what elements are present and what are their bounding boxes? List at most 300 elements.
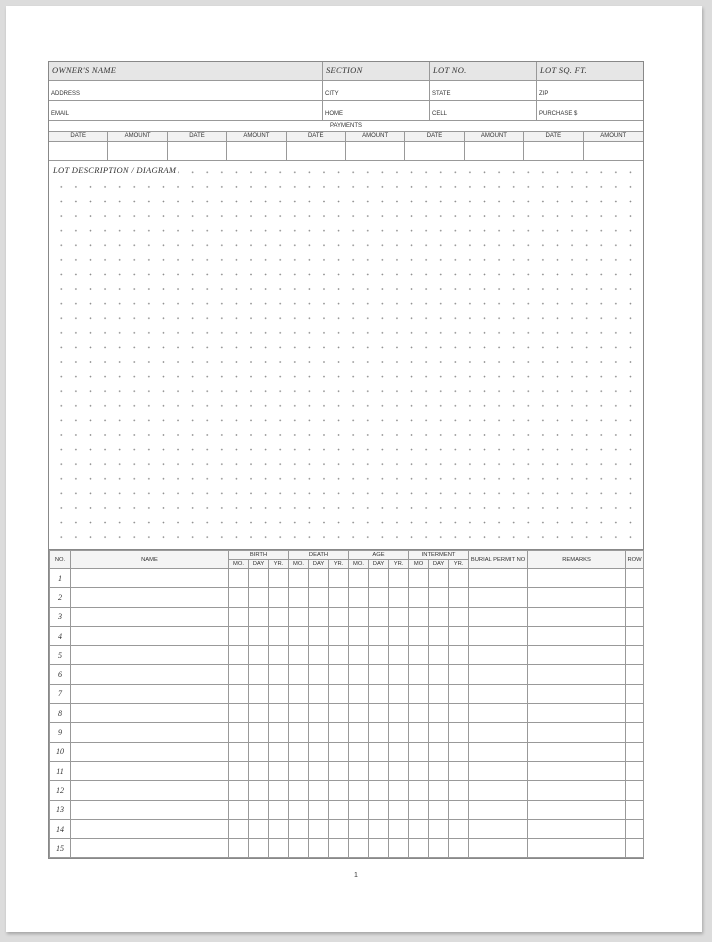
burial-permit-header: BURIAL PERMIT NO <box>469 551 528 569</box>
payment-amount-field[interactable] <box>346 142 405 160</box>
record-cell[interactable] <box>289 626 309 645</box>
record-cell[interactable] <box>269 742 289 761</box>
record-cell[interactable] <box>71 626 229 645</box>
record-cell[interactable] <box>249 800 269 819</box>
state-field[interactable]: STATE <box>430 81 537 100</box>
record-cell[interactable] <box>71 646 229 665</box>
record-cell[interactable] <box>389 839 409 858</box>
payment-amount-header: AMOUNT <box>600 133 627 139</box>
payment-date-header: DATE <box>49 132 108 141</box>
record-cell[interactable] <box>626 781 644 800</box>
record-cell[interactable] <box>269 761 289 780</box>
record-cell[interactable] <box>349 626 369 645</box>
payment-amount-header: AMOUNT <box>227 132 286 141</box>
record-cell[interactable] <box>389 646 409 665</box>
payment-amount-field[interactable] <box>465 142 524 160</box>
date-part-subheader: YR. <box>269 560 289 569</box>
record-cell[interactable] <box>329 742 349 761</box>
record-cell[interactable] <box>71 839 229 858</box>
record-cell[interactable] <box>269 588 289 607</box>
death-header: DEATH <box>289 551 349 560</box>
record-cell[interactable] <box>269 839 289 858</box>
record-cell[interactable] <box>409 723 429 742</box>
payment-date-field[interactable] <box>287 142 346 160</box>
record-cell[interactable] <box>409 607 429 626</box>
record-cell[interactable] <box>469 839 528 858</box>
record-cell[interactable] <box>269 626 289 645</box>
table-row <box>50 646 644 665</box>
record-cell[interactable] <box>289 588 309 607</box>
header-row <box>49 62 643 81</box>
record-cell[interactable] <box>389 742 409 761</box>
record-cell[interactable] <box>429 742 449 761</box>
record-cell[interactable] <box>269 704 289 723</box>
record-cell[interactable] <box>329 626 349 645</box>
age-header: AGE <box>349 551 409 560</box>
record-cell[interactable] <box>528 646 626 665</box>
record-cell[interactable] <box>349 684 369 703</box>
record-cell[interactable] <box>249 723 269 742</box>
record-cell[interactable] <box>429 684 449 703</box>
record-cell[interactable] <box>389 626 409 645</box>
record-cell[interactable] <box>409 800 429 819</box>
record-cell[interactable] <box>449 588 469 607</box>
record-cell[interactable] <box>269 800 289 819</box>
record-cell[interactable] <box>71 704 229 723</box>
record-cell[interactable] <box>329 781 349 800</box>
city-field[interactable]: CITY <box>323 81 430 100</box>
record-cell[interactable] <box>369 704 389 723</box>
payment-date-field[interactable] <box>49 142 108 160</box>
record-cell[interactable] <box>71 684 229 703</box>
row-number: 1 <box>50 569 71 588</box>
record-cell[interactable] <box>269 646 289 665</box>
record-cell[interactable] <box>289 742 309 761</box>
record-cell[interactable] <box>389 819 409 838</box>
record-cell[interactable] <box>289 684 309 703</box>
record-cell[interactable] <box>389 569 409 588</box>
date-part-subheader: DAY <box>309 560 329 569</box>
record-cell[interactable] <box>249 704 269 723</box>
record-cell[interactable] <box>469 723 528 742</box>
record-cell[interactable] <box>349 800 369 819</box>
record-cell[interactable] <box>289 704 309 723</box>
row-number: 10 <box>50 742 71 761</box>
record-cell[interactable] <box>528 588 626 607</box>
purchase-field[interactable]: PURCHASE $ <box>539 111 578 117</box>
record-cell[interactable] <box>349 723 369 742</box>
record-cell[interactable] <box>229 569 249 588</box>
record-cell[interactable] <box>469 761 528 780</box>
record-cell[interactable] <box>429 761 449 780</box>
record-cell[interactable] <box>409 569 429 588</box>
record-cell[interactable] <box>289 569 309 588</box>
record-cell[interactable] <box>409 646 429 665</box>
record-cell[interactable] <box>329 723 349 742</box>
record-cell[interactable] <box>528 839 626 858</box>
record-cell[interactable] <box>71 742 229 761</box>
record-cell[interactable] <box>229 588 249 607</box>
zip-field[interactable]: ZIP <box>539 91 549 97</box>
record-cell[interactable] <box>429 800 449 819</box>
record-cell[interactable] <box>389 800 409 819</box>
email-field[interactable]: EMAIL <box>49 101 323 120</box>
record-cell[interactable] <box>229 665 249 684</box>
record-cell[interactable] <box>626 761 644 780</box>
payment-amount-header: AMOUNT <box>108 132 167 141</box>
record-cell[interactable] <box>309 781 329 800</box>
record-cell[interactable] <box>289 819 309 838</box>
record-cell[interactable] <box>409 588 429 607</box>
record-cell[interactable] <box>528 684 626 703</box>
record-cell[interactable] <box>449 819 469 838</box>
interment-records-table <box>49 550 644 858</box>
record-cell[interactable] <box>626 646 644 665</box>
record-cell[interactable] <box>528 742 626 761</box>
record-cell[interactable] <box>389 781 409 800</box>
record-cell[interactable] <box>229 723 249 742</box>
record-cell[interactable] <box>429 819 449 838</box>
payment-date-header: DATE <box>287 132 346 141</box>
record-cell[interactable] <box>249 569 269 588</box>
record-cell[interactable] <box>626 723 644 742</box>
record-cell[interactable] <box>309 665 329 684</box>
record-cell[interactable] <box>349 742 369 761</box>
record-cell[interactable] <box>409 761 429 780</box>
record-cell[interactable] <box>449 781 469 800</box>
record-cell[interactable] <box>409 665 429 684</box>
row-number: 5 <box>50 646 71 665</box>
record-cell[interactable] <box>469 646 528 665</box>
record-cell[interactable] <box>369 646 389 665</box>
record-cell[interactable] <box>389 684 409 703</box>
record-cell[interactable] <box>309 646 329 665</box>
record-cell[interactable] <box>249 839 269 858</box>
record-cell[interactable] <box>449 800 469 819</box>
address-field[interactable]: ADDRESS <box>49 81 323 100</box>
record-cell[interactable] <box>429 588 449 607</box>
record-cell[interactable] <box>369 781 389 800</box>
record-cell[interactable] <box>449 761 469 780</box>
record-cell[interactable] <box>329 819 349 838</box>
record-cell[interactable] <box>229 704 249 723</box>
record-cell[interactable] <box>349 761 369 780</box>
record-cell[interactable] <box>369 607 389 626</box>
record-cell[interactable] <box>229 684 249 703</box>
record-cell[interactable] <box>71 588 229 607</box>
record-cell[interactable] <box>229 800 249 819</box>
record-cell[interactable] <box>269 781 289 800</box>
record-cell[interactable] <box>329 646 349 665</box>
record-cell[interactable] <box>229 626 249 645</box>
record-cell[interactable] <box>349 588 369 607</box>
record-cell[interactable] <box>229 742 249 761</box>
row-number: 9 <box>50 723 71 742</box>
payment-date-field[interactable] <box>524 142 583 160</box>
record-cell[interactable] <box>249 588 269 607</box>
record-cell[interactable] <box>528 607 626 626</box>
record-cell[interactable] <box>229 646 249 665</box>
record-cell[interactable] <box>349 781 369 800</box>
record-cell[interactable] <box>528 800 626 819</box>
record-cell[interactable] <box>309 742 329 761</box>
payments-entry-row <box>49 142 643 161</box>
table-row <box>50 588 644 607</box>
record-cell[interactable] <box>369 761 389 780</box>
record-cell[interactable] <box>369 588 389 607</box>
date-part-subheader: MO. <box>289 560 309 569</box>
record-cell[interactable] <box>626 626 644 645</box>
record-cell[interactable] <box>249 607 269 626</box>
record-cell[interactable] <box>369 684 389 703</box>
record-cell[interactable] <box>409 781 429 800</box>
record-cell[interactable] <box>528 704 626 723</box>
record-cell[interactable] <box>289 761 309 780</box>
table-row <box>50 781 644 800</box>
record-cell[interactable] <box>229 761 249 780</box>
record-cell[interactable] <box>469 704 528 723</box>
record-cell[interactable] <box>469 626 528 645</box>
record-cell[interactable] <box>329 761 349 780</box>
record-cell[interactable] <box>626 839 644 858</box>
date-part-subheader: YR. <box>449 560 469 569</box>
row-number: 6 <box>50 665 71 684</box>
record-cell[interactable] <box>309 839 329 858</box>
record-cell[interactable] <box>528 781 626 800</box>
record-cell[interactable] <box>309 800 329 819</box>
record-cell[interactable] <box>71 819 229 838</box>
record-cell[interactable] <box>229 839 249 858</box>
record-cell[interactable] <box>249 761 269 780</box>
record-cell[interactable] <box>469 569 528 588</box>
record-cell[interactable] <box>369 742 389 761</box>
record-cell[interactable] <box>269 723 289 742</box>
record-cell[interactable] <box>469 588 528 607</box>
record-cell[interactable] <box>289 723 309 742</box>
record-cell[interactable] <box>71 761 229 780</box>
record-cell[interactable] <box>369 665 389 684</box>
record-cell[interactable] <box>249 646 269 665</box>
cemetery-lot-form <box>48 61 644 859</box>
home-phone-field[interactable]: HOME <box>323 101 430 120</box>
record-cell[interactable] <box>349 569 369 588</box>
record-cell[interactable] <box>309 704 329 723</box>
record-cell[interactable] <box>429 626 449 645</box>
payment-date-header: DATE <box>405 132 464 141</box>
record-cell[interactable] <box>469 800 528 819</box>
row-number: 15 <box>50 839 71 858</box>
record-cell[interactable] <box>71 723 229 742</box>
lot-no-label: LOT NO. <box>430 62 537 80</box>
date-part-subheader: DAY <box>369 560 389 569</box>
record-cell[interactable] <box>329 665 349 684</box>
record-cell[interactable] <box>269 569 289 588</box>
record-cell[interactable] <box>449 742 469 761</box>
record-cell[interactable] <box>269 684 289 703</box>
record-cell[interactable] <box>389 588 409 607</box>
record-cell[interactable] <box>469 684 528 703</box>
contact-row <box>49 101 643 121</box>
record-cell[interactable] <box>329 839 349 858</box>
record-cell[interactable] <box>626 665 644 684</box>
record-cell[interactable] <box>71 781 229 800</box>
record-cell[interactable] <box>528 569 626 588</box>
record-cell[interactable] <box>349 665 369 684</box>
record-cell[interactable] <box>369 723 389 742</box>
record-cell[interactable] <box>429 781 449 800</box>
payment-amount-field[interactable] <box>108 142 167 160</box>
record-cell[interactable] <box>309 761 329 780</box>
record-cell[interactable] <box>249 819 269 838</box>
record-cell[interactable] <box>249 626 269 645</box>
record-cell[interactable] <box>626 742 644 761</box>
record-cell[interactable] <box>349 819 369 838</box>
record-cell[interactable] <box>249 781 269 800</box>
record-cell[interactable] <box>309 588 329 607</box>
record-cell[interactable] <box>469 665 528 684</box>
record-cell[interactable] <box>449 723 469 742</box>
record-cell[interactable] <box>309 607 329 626</box>
record-cell[interactable] <box>269 665 289 684</box>
record-cell[interactable] <box>329 684 349 703</box>
record-cell[interactable] <box>469 781 528 800</box>
record-cell[interactable] <box>369 626 389 645</box>
record-cell[interactable] <box>71 800 229 819</box>
row-number: 2 <box>50 588 71 607</box>
record-cell[interactable] <box>449 646 469 665</box>
record-cell[interactable] <box>389 761 409 780</box>
record-cell[interactable] <box>329 800 349 819</box>
record-cell[interactable] <box>409 626 429 645</box>
record-cell[interactable] <box>429 607 449 626</box>
record-cell[interactable] <box>528 723 626 742</box>
record-cell[interactable] <box>409 839 429 858</box>
record-cell[interactable] <box>449 569 469 588</box>
record-cell[interactable] <box>429 665 449 684</box>
payment-date-field[interactable] <box>405 142 464 160</box>
record-cell[interactable] <box>249 665 269 684</box>
record-cell[interactable] <box>626 704 644 723</box>
table-row <box>50 665 644 684</box>
record-cell[interactable] <box>229 819 249 838</box>
record-cell[interactable] <box>309 569 329 588</box>
record-cell[interactable] <box>449 626 469 645</box>
record-cell[interactable] <box>71 607 229 626</box>
table-row <box>50 800 644 819</box>
record-cell[interactable] <box>269 607 289 626</box>
record-cell[interactable] <box>449 704 469 723</box>
record-cell[interactable] <box>249 684 269 703</box>
record-cell[interactable] <box>429 646 449 665</box>
record-cell[interactable] <box>289 646 309 665</box>
record-cell[interactable] <box>249 742 269 761</box>
payment-amount-field[interactable] <box>584 142 643 160</box>
record-cell[interactable] <box>528 819 626 838</box>
record-cell[interactable] <box>349 704 369 723</box>
no-header: NO. <box>50 551 71 569</box>
record-cell[interactable] <box>309 723 329 742</box>
page-number: 1 <box>354 872 358 879</box>
record-cell[interactable] <box>626 800 644 819</box>
record-cell[interactable] <box>449 665 469 684</box>
record-cell[interactable] <box>528 761 626 780</box>
record-cell[interactable] <box>269 819 289 838</box>
payment-amount-field[interactable] <box>227 142 286 160</box>
row-number: 7 <box>50 684 71 703</box>
record-cell[interactable] <box>528 626 626 645</box>
record-cell[interactable] <box>626 607 644 626</box>
record-cell[interactable] <box>369 839 389 858</box>
record-cell[interactable] <box>369 819 389 838</box>
record-cell[interactable] <box>369 800 389 819</box>
record-cell[interactable] <box>329 588 349 607</box>
record-cell[interactable] <box>289 800 309 819</box>
record-cell[interactable] <box>349 839 369 858</box>
record-cell[interactable] <box>409 704 429 723</box>
record-cell[interactable] <box>289 781 309 800</box>
record-cell[interactable] <box>289 665 309 684</box>
lot-diagram-area[interactable] <box>49 161 643 550</box>
record-cell[interactable] <box>449 839 469 858</box>
birth-header: BIRTH <box>229 551 289 560</box>
payment-amount-header: AMOUNT <box>346 132 405 141</box>
record-cell[interactable] <box>626 588 644 607</box>
record-cell[interactable] <box>349 607 369 626</box>
record-cell[interactable] <box>449 607 469 626</box>
record-cell[interactable] <box>229 781 249 800</box>
record-cell[interactable] <box>309 626 329 645</box>
record-cell[interactable] <box>528 665 626 684</box>
table-row <box>50 723 644 742</box>
record-cell[interactable] <box>329 704 349 723</box>
record-cell[interactable] <box>469 742 528 761</box>
record-cell[interactable] <box>349 646 369 665</box>
record-cell[interactable] <box>626 684 644 703</box>
record-cell[interactable] <box>329 607 349 626</box>
record-cell[interactable] <box>389 704 409 723</box>
record-cell[interactable] <box>469 819 528 838</box>
record-cell[interactable] <box>626 569 644 588</box>
record-cell[interactable] <box>469 607 528 626</box>
record-cell[interactable] <box>449 684 469 703</box>
row-header: ROW <box>626 551 644 569</box>
payment-date-field[interactable] <box>168 142 227 160</box>
record-cell[interactable] <box>71 569 229 588</box>
record-cell[interactable] <box>429 839 449 858</box>
record-cell[interactable] <box>309 684 329 703</box>
record-cell[interactable] <box>429 569 449 588</box>
record-cell[interactable] <box>309 819 329 838</box>
record-cell[interactable] <box>429 704 449 723</box>
record-cell[interactable] <box>389 665 409 684</box>
record-cell[interactable] <box>71 665 229 684</box>
remarks-header: REMARKS <box>528 551 626 569</box>
record-cell[interactable] <box>389 607 409 626</box>
record-cell[interactable] <box>289 607 309 626</box>
record-cell[interactable] <box>369 569 389 588</box>
record-cell[interactable] <box>409 684 429 703</box>
row-number: 4 <box>50 626 71 645</box>
cell-phone-field[interactable]: CELL <box>430 101 537 120</box>
record-cell[interactable] <box>389 723 409 742</box>
record-cell[interactable] <box>289 839 309 858</box>
record-cell[interactable] <box>626 819 644 838</box>
record-cell[interactable] <box>429 723 449 742</box>
record-cell[interactable] <box>329 569 349 588</box>
record-cell[interactable] <box>409 742 429 761</box>
record-cell[interactable] <box>409 819 429 838</box>
record-cell[interactable] <box>229 607 249 626</box>
